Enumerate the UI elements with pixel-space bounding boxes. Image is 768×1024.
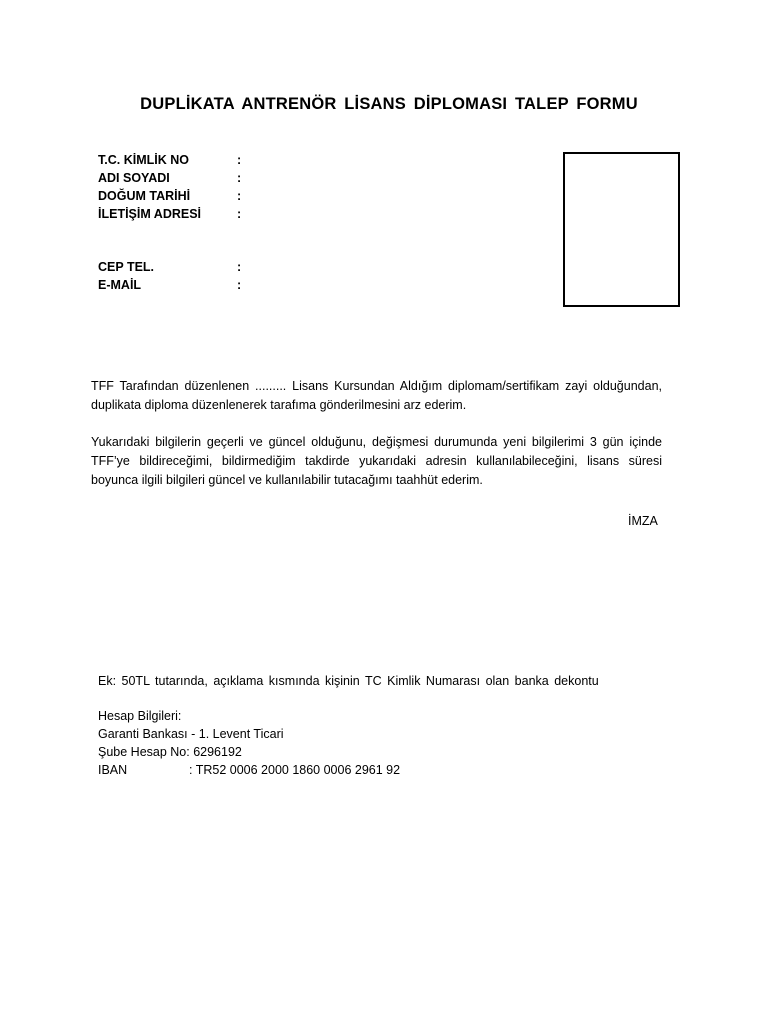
paragraph-text: Yukarıdaki bilgilerin geçerli ve güncel olduğunu, değişmesi durumunda yeni bilgilerimi 3 gün içinde TFF’ye bildireceğimi, bildirmediğim takdirde yukarıdaki adresin kullanılabileceğini, lisans süresi boyunca ilgili bilgileri güncel ve kullanılabilir tutacağımı taahhüt ederim. <box>91 435 662 487</box>
field-colon: : <box>237 153 242 167</box>
field-label: CEP TEL. <box>98 260 155 274</box>
field-label: E-MAİL <box>98 278 142 292</box>
field-colon: : <box>237 189 242 203</box>
request-paragraph <box>91 377 662 415</box>
field-colon: : <box>237 260 242 274</box>
field-label: T.C. KİMLİK NO <box>98 153 189 167</box>
account-info <box>98 707 401 779</box>
photo-box <box>563 152 680 307</box>
signature-label: İMZA <box>628 514 658 528</box>
account-heading: Hesap Bilgileri: <box>98 709 182 723</box>
iban-label: IBAN <box>98 763 128 777</box>
declaration-paragraph <box>91 433 662 490</box>
iban-value: : TR52 0006 2000 1860 0006 2961 92 <box>189 763 401 777</box>
branch-account-number: Şube Hesap No: 6296192 <box>98 745 242 759</box>
iban-row <box>98 761 401 779</box>
field-colon: : <box>237 207 242 221</box>
bank-name: Garanti Bankası - 1. Levent Ticari <box>98 727 284 741</box>
attachment-note: Ek: 50TL tutarında, açıklama kısmında kişinin TC Kimlik Numarası olan banka dekontu <box>98 674 599 688</box>
field-colon: : <box>237 278 242 292</box>
field-label: DOĞUM TARİHİ <box>98 189 191 203</box>
field-label: ADI SOYADI <box>98 171 170 185</box>
field-colon: : <box>237 171 242 185</box>
paragraph-text: TFF Tarafından düzenlenen ......... Lisans Kursundan Aldığım diplomam/sertifikam zayi olduğundan, duplikata diploma düzenlenerek tarafıma gönderilmesini arz ederim. <box>91 379 662 412</box>
form-title: DUPLİKATA ANTRENÖR LİSANS DİPLOMASI TALEP FORMU <box>140 95 638 113</box>
field-label: İLETİŞİM ADRESİ <box>98 207 202 221</box>
